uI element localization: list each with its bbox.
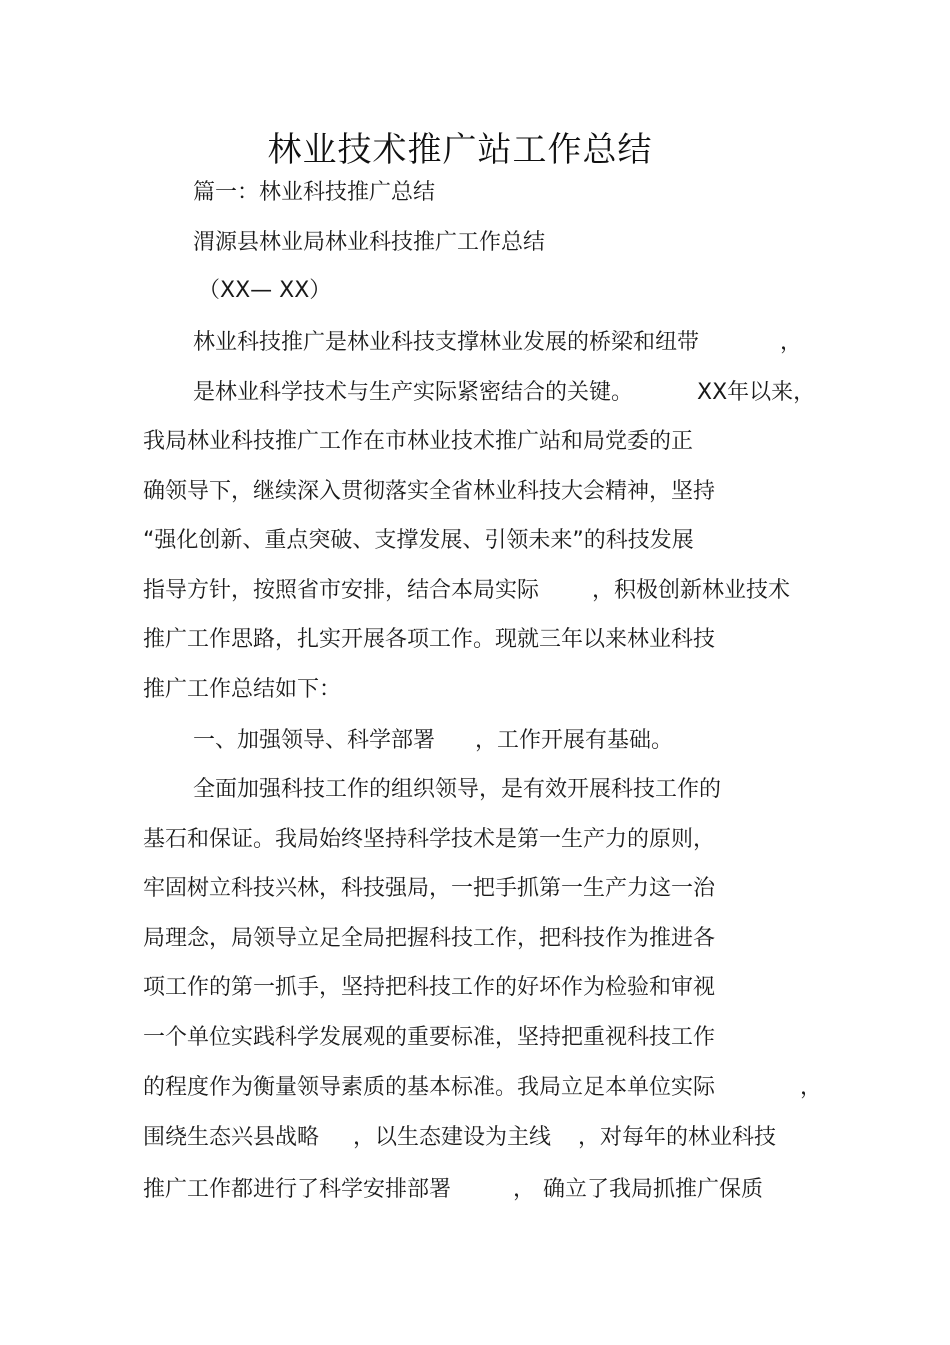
paragraph-line: 围绕生态兴县战略 <box>143 1125 320 1150</box>
section-heading-text: 一、加强领导、科学部署 <box>193 728 436 753</box>
paragraph-line-tail: ，积极创新林业技术 <box>592 578 791 603</box>
paragraph-line-tail: 确立了我局抓推广保质 <box>543 1177 764 1202</box>
paragraph-line-punct: ， <box>513 1177 536 1202</box>
paragraph-line: 全面加强科技工作的组织领导，是有效开展科技工作的 <box>193 777 722 802</box>
paragraph-line: 牢固树立科技兴林，科技强局，一把手抓第一生产力这一治 <box>143 876 716 901</box>
paragraph-line-tail: XX年以来， <box>697 380 816 405</box>
document-title: 林业技术推广站工作总结 <box>267 130 653 170</box>
paragraph-line: “强化创新、重点突破、支撑发展、引领未来”的科技发展 <box>143 528 694 553</box>
paragraph-line: 推广工作总结如下： <box>143 677 342 702</box>
paragraph-line: 指导方针，按照省市安排，结合本局实际 <box>143 578 540 603</box>
paragraph-line: 确领导下，继续深入贯彻落实全省林业科技大会精神，坚持 <box>143 479 716 504</box>
paragraph-line-mid: ，以生态建设为主线 <box>353 1125 552 1150</box>
paragraph-line-punct: ， <box>800 1075 823 1100</box>
paragraph-line-tail: ，对每年的林业科技 <box>578 1125 777 1150</box>
paragraph-line: 局理念，局领导立足全局把握科技工作，把科技作为推进各 <box>143 926 716 951</box>
paragraph-line-punct: ， <box>780 330 803 355</box>
paragraph-line: 林业科技推广是林业科技支撑林业发展的桥梁和纽带 <box>193 330 700 355</box>
report-years: （XX— XX） <box>198 278 332 303</box>
paragraph-line: 基石和保证。我局始终坚持科学技术是第一生产力的原则， <box>143 827 716 852</box>
paragraph-line: 我局林业科技推广工作在市林业技术推广站和局党委的正 <box>143 429 694 454</box>
part-heading: 篇一：林业科技推广总结 <box>193 180 436 205</box>
paragraph-line: 项工作的第一抓手，坚持把科技工作的好坏作为检验和审视 <box>143 975 716 1000</box>
section-heading-tail: ，工作开展有基础。 <box>475 728 674 753</box>
paragraph-line: 是林业科学技术与生产实际紧密结合的关键。 <box>193 380 634 405</box>
report-subtitle: 渭源县林业局林业科技推广工作总结 <box>193 230 546 255</box>
paragraph-line: 推广工作思路，扎实开展各项工作。现就三年以来林业科技 <box>143 627 716 652</box>
paragraph-line: 的程度作为衡量领导素质的基本标准。我局立足本单位实际 <box>143 1075 716 1100</box>
paragraph-line: 一个单位实践科学发展观的重要标准，坚持把重视科技工作 <box>143 1025 716 1050</box>
paragraph-line: 推广工作都进行了科学安排部署 <box>143 1177 452 1202</box>
